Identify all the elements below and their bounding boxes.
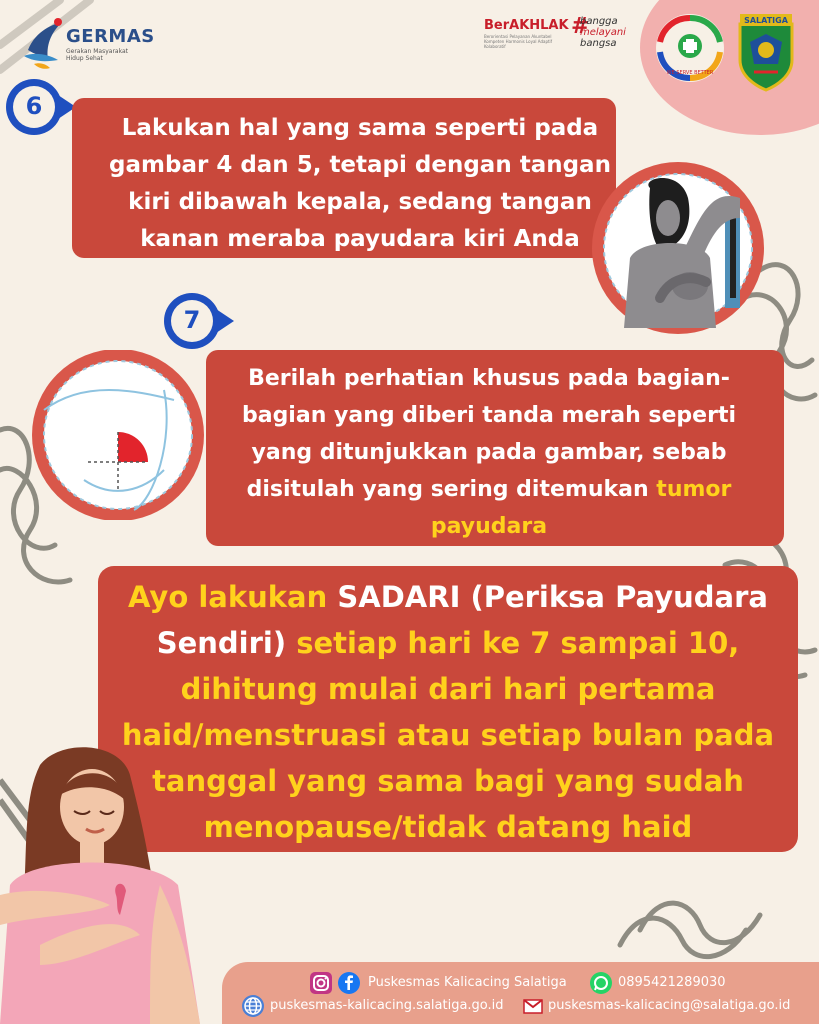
step-7-line-4 <box>200 471 778 508</box>
step-7-illustration <box>14 350 214 520</box>
whatsapp-icon[interactable] <box>590 972 612 994</box>
step-6-line-4: kanan meraba payudara kiri Anda <box>140 226 580 252</box>
cta-line-1 <box>98 574 798 620</box>
step-7-text <box>200 360 778 545</box>
step-6-number: 6 <box>25 92 43 120</box>
berakhlak-subtitle: Berorientasi Pelayanan Akuntabel Kompeten Harmonis Loyal Adaptif Kolaboratif <box>484 34 553 49</box>
cta-sadari: SADARI (Periksa Payudara <box>337 580 768 614</box>
melayani-text: melayani <box>580 27 626 38</box>
bangga-text: bangga <box>580 16 618 27</box>
cta-sendiri: Sendiri) <box>156 626 287 660</box>
step-6-line-3: kiri dibawah kepala, sedang tangan <box>128 189 592 215</box>
footer-email[interactable]: puskesmas-kalicacing@salatiga.go.id <box>548 998 791 1013</box>
salatiga-crest <box>736 12 796 92</box>
cta-ayo-lakukan: Ayo lakukan <box>128 580 328 614</box>
hashtag-icon: # <box>571 14 590 39</box>
berakhlak-logo-text: BerAKHLAK <box>484 18 569 33</box>
footer-social-name[interactable]: Puskesmas Kalicacing Salatiga <box>368 975 567 990</box>
globe-icon <box>242 995 264 1017</box>
step-7-highlight-tumor: tumor <box>656 477 732 502</box>
step-7-highlight-payudara: payudara <box>430 514 548 539</box>
step-7-number: 7 <box>183 306 201 334</box>
mail-icon <box>522 995 544 1017</box>
step-6-illustration <box>590 158 766 338</box>
step-7-line-2: bagian yang diberi tanda merah seperti <box>241 403 737 428</box>
woman-illustration <box>0 745 210 1024</box>
step-7-line-3: yang ditunjukkan pada gambar, sebab <box>251 440 727 465</box>
cta-line-2 <box>98 620 798 666</box>
svg-text:SALATIGA: SALATIGA <box>744 16 788 25</box>
footer-phone[interactable]: 0895421289030 <box>618 975 726 990</box>
step-6-text <box>80 110 640 258</box>
cta-line-3: dihitung mulai dari hari pertama <box>180 672 716 706</box>
step-7-line-1: Berilah perhatian khusus pada bagian- <box>248 366 730 391</box>
puskesmas-logo <box>654 12 726 84</box>
germas-subtitle: Gerakan Masyarakat Hidup Sehat <box>66 48 128 62</box>
step-6-line-2: gambar 4 dan 5, tetapi dengan tangan <box>109 152 611 178</box>
cta-line-5: tanggal yang sama bagi yang sudah <box>152 764 744 798</box>
bangga-melayani-bangsa <box>580 16 626 49</box>
instagram-icon[interactable] <box>310 972 332 994</box>
svg-text:WE SERVE BETTER: WE SERVE BETTER <box>666 70 714 76</box>
facebook-icon[interactable] <box>338 972 360 994</box>
step-6-line-1: Lakukan hal yang sama seperti pada <box>121 115 599 141</box>
step-7-line-4-text: disitulah yang sering ditemukan <box>246 477 649 502</box>
germas-title: GERMAS <box>66 26 155 47</box>
footer-website[interactable]: puskesmas-kalicacing.salatiga.go.id <box>270 998 504 1013</box>
cta-line-4: haid/menstruasi atau setiap bulan pada <box>121 718 775 752</box>
cta-line-6: menopause/tidak datang haid <box>203 810 693 844</box>
cta-setiap-hari: setiap hari ke 7 sampai 10, <box>296 626 740 660</box>
bangsa-text: bangsa <box>580 38 617 49</box>
